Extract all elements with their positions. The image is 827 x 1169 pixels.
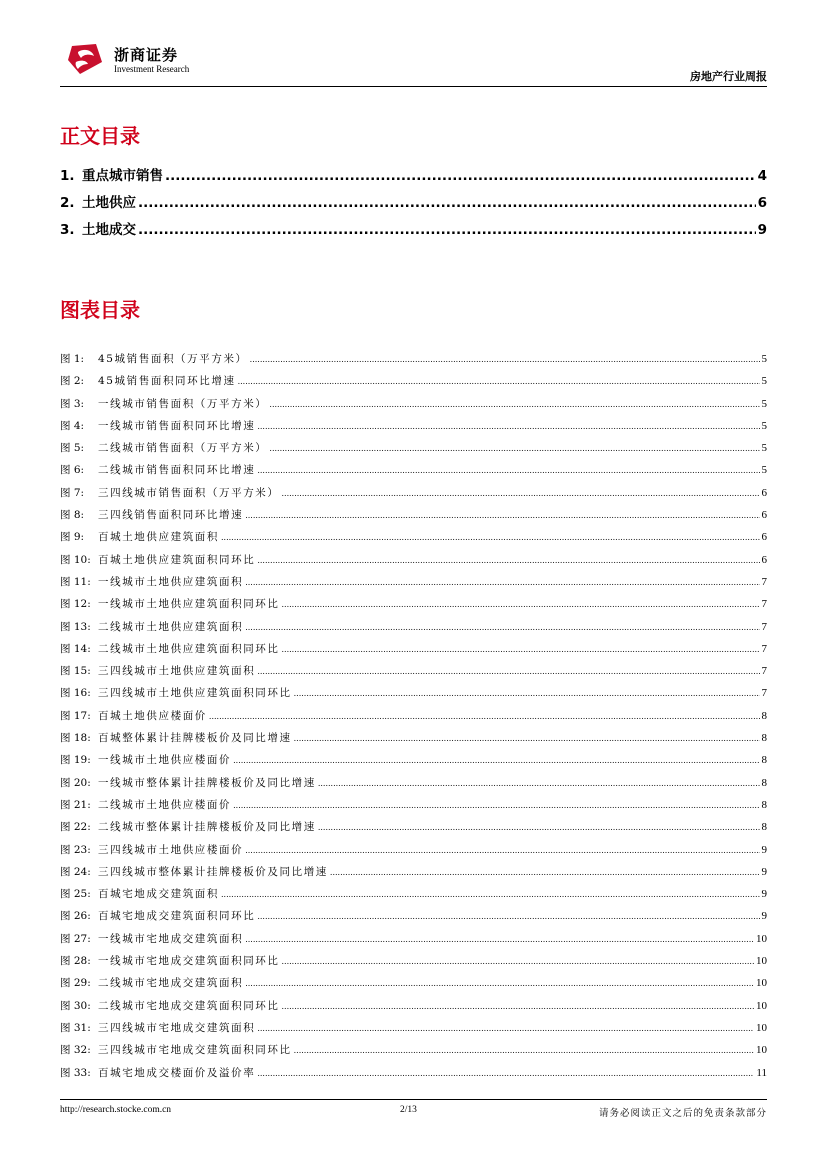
figure-page: 10	[756, 977, 767, 990]
figure-page: 7	[761, 598, 767, 611]
figure-toc-entry[interactable]	[60, 730, 767, 752]
figure-page: 8	[761, 709, 767, 722]
figure-toc-entry[interactable]	[60, 819, 767, 841]
figure-label: 百城宅地成交建筑面积同环比	[98, 910, 256, 923]
toc-leader-dots	[269, 444, 759, 453]
figure-toc	[60, 351, 767, 1087]
figure-toc-entry[interactable]	[60, 1065, 767, 1087]
figure-page: 10	[756, 932, 767, 945]
figure-page: 5	[761, 419, 767, 432]
figure-label: 二线城市土地供应建筑面积同环比	[98, 642, 280, 655]
figure-label: 三四线城市土地供应建筑面积同环比	[98, 687, 292, 700]
toc-leader-dots	[233, 801, 759, 810]
figure-number: 图 2:	[60, 375, 85, 388]
figure-number: 图 28:	[60, 955, 91, 968]
figure-number: 图 22:	[60, 821, 91, 834]
toc-entry-label: 土地成交	[82, 222, 136, 238]
footer-url-link[interactable]: http://research.stocke.com.cn	[60, 1105, 172, 1115]
figure-number: 图 26:	[60, 910, 91, 923]
figure-toc-entry[interactable]	[60, 462, 767, 484]
toc-leader-dots	[257, 422, 759, 431]
figure-toc-entry[interactable]	[60, 975, 767, 997]
figure-number: 图 3:	[60, 397, 85, 410]
figure-label: 二线城市土地供应楼面价	[98, 798, 232, 811]
figure-page: 5	[761, 375, 767, 388]
figure-toc-entry[interactable]	[60, 775, 767, 797]
figure-number: 图 12:	[60, 598, 91, 611]
toc-leader-dots	[282, 645, 760, 654]
figure-page: 9	[761, 865, 767, 878]
figure-number: 图 7:	[60, 486, 85, 499]
toc-entry-page: 6	[757, 195, 767, 211]
figure-label: 百城土地供应建筑面积	[98, 531, 219, 544]
figure-toc-entry[interactable]	[60, 507, 767, 529]
figure-label: 二线城市土地供应建筑面积	[98, 620, 244, 633]
header-divider	[60, 86, 767, 87]
toc-entry[interactable]	[60, 218, 767, 245]
figure-label: 二线城市整体累计挂牌楼板价及同比增速	[98, 821, 316, 834]
figure-label: 三四线城市宅地成交建筑面积	[98, 1021, 256, 1034]
figure-page: 10	[756, 955, 767, 968]
figure-toc-entry[interactable]	[60, 931, 767, 953]
figure-toc-entry[interactable]	[60, 552, 767, 574]
toc-entry-number: 3.	[60, 222, 75, 238]
toc-leader-dots	[138, 195, 756, 211]
toc-leader-dots	[294, 689, 760, 698]
toc-entry-label: 土地供应	[82, 195, 136, 211]
toc-leader-dots	[294, 1046, 754, 1055]
figure-toc-entry[interactable]	[60, 685, 767, 707]
brand-name-cn: 浙商证券	[114, 46, 179, 64]
figure-toc-entry[interactable]	[60, 485, 767, 507]
figure-label: 二线城市宅地成交建筑面积同环比	[98, 999, 280, 1012]
toc-leader-dots	[282, 1002, 755, 1011]
figure-page: 10	[756, 1044, 767, 1057]
figure-number: 图 29:	[60, 977, 91, 990]
figure-label: 45城销售面积同环比增速	[98, 375, 236, 388]
figure-number: 图 27:	[60, 932, 91, 945]
figure-toc-entry[interactable]	[60, 418, 767, 440]
figure-number: 图 9:	[60, 531, 85, 544]
toc-entry-page: 4	[757, 168, 767, 184]
figure-number: 图 20:	[60, 776, 91, 789]
figure-toc-entry[interactable]	[60, 708, 767, 730]
figure-toc-entry[interactable]	[60, 529, 767, 551]
figure-toc-entry[interactable]	[60, 440, 767, 462]
figure-toc-title: 图表目录	[60, 298, 140, 322]
figure-page: 7	[761, 620, 767, 633]
figure-label: 百城宅地成交楼面价及溢价率	[98, 1066, 256, 1079]
toc-leader-dots	[238, 377, 760, 386]
figure-label: 百城土地供应楼面价	[98, 709, 207, 722]
page-header	[60, 40, 767, 86]
toc-leader-dots	[318, 823, 760, 832]
figure-page: 8	[761, 821, 767, 834]
figure-page: 7	[761, 575, 767, 588]
main-toc-title: 正文目录	[60, 124, 140, 148]
figure-label: 三四线城市整体累计挂牌楼板价及同比增速	[98, 865, 328, 878]
toc-leader-dots	[245, 979, 754, 988]
toc-entry-page: 9	[757, 222, 767, 238]
toc-entry[interactable]	[60, 191, 767, 218]
figure-page: 5	[761, 397, 767, 410]
figure-number: 图 31:	[60, 1021, 91, 1034]
toc-leader-dots	[245, 846, 759, 855]
toc-leader-dots	[138, 222, 756, 238]
toc-leader-dots	[165, 168, 756, 184]
figure-number: 图 4:	[60, 419, 85, 432]
figure-number: 图 21:	[60, 798, 91, 811]
figure-page: 6	[761, 531, 767, 544]
figure-page: 6	[761, 486, 767, 499]
toc-entry-label: 重点城市销售	[82, 168, 163, 184]
main-toc	[60, 164, 767, 245]
toc-leader-dots	[250, 355, 760, 364]
toc-leader-dots	[245, 623, 759, 632]
company-logo	[66, 42, 190, 80]
figure-toc-entry[interactable]	[60, 842, 767, 864]
toc-entry-number: 2.	[60, 195, 75, 211]
figure-label: 百城宅地成交建筑面积	[98, 888, 219, 901]
figure-toc-entry[interactable]	[60, 396, 767, 418]
figure-toc-entry[interactable]	[60, 998, 767, 1020]
figure-toc-entry[interactable]	[60, 864, 767, 886]
figure-toc-entry[interactable]	[60, 574, 767, 596]
logo-mark-icon	[66, 42, 104, 76]
figure-number: 图 17:	[60, 709, 91, 722]
figure-page: 5	[761, 464, 767, 477]
toc-leader-dots	[257, 1069, 754, 1078]
figure-page: 5	[761, 353, 767, 365]
figure-page: 11	[756, 1066, 767, 1079]
figure-number: 图 8:	[60, 509, 85, 522]
figure-page: 9	[761, 888, 767, 901]
figure-label: 二线城市销售面积（万平方米）	[98, 442, 268, 455]
figure-label: 一线城市土地供应建筑面积	[98, 575, 244, 588]
figure-number: 图 5:	[60, 442, 85, 455]
figure-number: 图 6:	[60, 464, 85, 477]
figure-label: 二线城市宅地成交建筑面积	[98, 977, 244, 990]
toc-leader-dots	[221, 890, 760, 899]
figure-number: 图 23:	[60, 843, 91, 856]
figure-toc-entry[interactable]	[60, 953, 767, 975]
figure-toc-entry[interactable]	[60, 351, 767, 373]
toc-leader-dots	[209, 712, 760, 721]
figure-page: 8	[761, 798, 767, 811]
figure-label: 百城土地供应建筑面积同环比	[98, 553, 256, 566]
toc-leader-dots	[245, 511, 759, 520]
toc-leader-dots	[257, 466, 759, 475]
figure-toc-entry[interactable]	[60, 641, 767, 663]
toc-entry[interactable]	[60, 164, 767, 191]
figure-toc-entry[interactable]	[60, 619, 767, 641]
figure-label: 一线城市销售面积（万平方米）	[98, 397, 268, 410]
figure-number: 图 24:	[60, 865, 91, 878]
toc-leader-dots	[294, 734, 760, 743]
figure-toc-entry[interactable]	[60, 908, 767, 930]
figure-page: 7	[761, 665, 767, 678]
toc-leader-dots	[245, 935, 754, 944]
figure-number: 图 11:	[60, 575, 91, 588]
figure-number: 图 25:	[60, 888, 91, 901]
figure-page: 8	[761, 732, 767, 745]
figure-toc-entry[interactable]	[60, 596, 767, 618]
figure-page: 5	[761, 442, 767, 455]
figure-label: 一线城市土地供应建筑面积同环比	[98, 598, 280, 611]
toc-leader-dots	[282, 957, 755, 966]
figure-label: 三四线销售面积同环比增速	[98, 509, 244, 522]
figure-label: 一线城市宅地成交建筑面积	[98, 932, 244, 945]
figure-number: 图 18:	[60, 732, 91, 745]
figure-label: 二线城市销售面积同环比增速	[98, 464, 256, 477]
figure-number: 图 19:	[60, 754, 91, 767]
figure-label: 三四线城市宅地成交建筑面积同环比	[98, 1044, 292, 1057]
toc-leader-dots	[269, 400, 759, 409]
figure-number: 图 33:	[60, 1066, 91, 1079]
figure-page: 8	[761, 776, 767, 789]
footer-disclaimer: 请务必阅读正文之后的免责条款部分	[598, 1108, 767, 1119]
figure-label: 三四线城市土地供应楼面价	[98, 843, 244, 856]
figure-label: 一线城市销售面积同环比增速	[98, 419, 256, 432]
figure-label: 三四线城市土地供应建筑面积	[98, 665, 256, 678]
figure-page: 10	[756, 1021, 767, 1034]
toc-leader-dots	[233, 756, 759, 765]
figure-page: 9	[761, 843, 767, 856]
toc-leader-dots	[282, 489, 760, 498]
figure-toc-entry[interactable]	[60, 1020, 767, 1042]
figure-toc-entry[interactable]	[60, 1042, 767, 1064]
toc-leader-dots	[257, 556, 759, 565]
figure-page: 9	[761, 910, 767, 923]
toc-leader-dots	[318, 779, 760, 788]
toc-entry-number: 1.	[60, 168, 75, 184]
figure-toc-entry[interactable]	[60, 373, 767, 395]
figure-toc-entry[interactable]	[60, 886, 767, 908]
figure-number: 图 32:	[60, 1044, 91, 1057]
figure-toc-entry[interactable]	[60, 797, 767, 819]
figure-number: 图 30:	[60, 999, 91, 1012]
toc-leader-dots	[330, 868, 760, 877]
report-type: 房地产行业周报	[690, 70, 767, 83]
toc-leader-dots	[245, 578, 759, 587]
figure-number: 图 13:	[60, 620, 91, 633]
toc-leader-dots	[221, 533, 760, 542]
brand-name-en: Investment Research	[114, 64, 190, 74]
figure-label: 一线城市宅地成交建筑面积同环比	[98, 955, 280, 968]
figure-toc-entry[interactable]	[60, 752, 767, 774]
footer-divider	[60, 1099, 767, 1100]
figure-number: 图 1:	[60, 353, 85, 365]
figure-number: 图 15:	[60, 665, 91, 678]
figure-label: 百城整体累计挂牌楼板价及同比增速	[98, 732, 292, 745]
figure-page: 6	[761, 553, 767, 566]
toc-leader-dots	[257, 667, 759, 676]
figure-label: 一线城市土地供应楼面价	[98, 754, 232, 767]
figure-label: 45城销售面积（万平方米）	[98, 353, 248, 365]
figure-page: 10	[756, 999, 767, 1012]
figure-label: 三四线城市销售面积（万平方米）	[98, 486, 280, 499]
figure-label: 一线城市整体累计挂牌楼板价及同比增速	[98, 776, 316, 789]
figure-number: 图 16:	[60, 687, 91, 700]
figure-page: 7	[761, 642, 767, 655]
figure-page: 7	[761, 687, 767, 700]
figure-number: 图 10:	[60, 553, 91, 566]
figure-page: 6	[761, 509, 767, 522]
page-number: 2/13	[400, 1105, 417, 1115]
figure-toc-entry[interactable]	[60, 663, 767, 685]
toc-leader-dots	[282, 600, 760, 609]
toc-leader-dots	[257, 912, 759, 921]
toc-leader-dots	[257, 1024, 754, 1033]
figure-number: 图 14:	[60, 642, 91, 655]
figure-page: 8	[761, 754, 767, 767]
